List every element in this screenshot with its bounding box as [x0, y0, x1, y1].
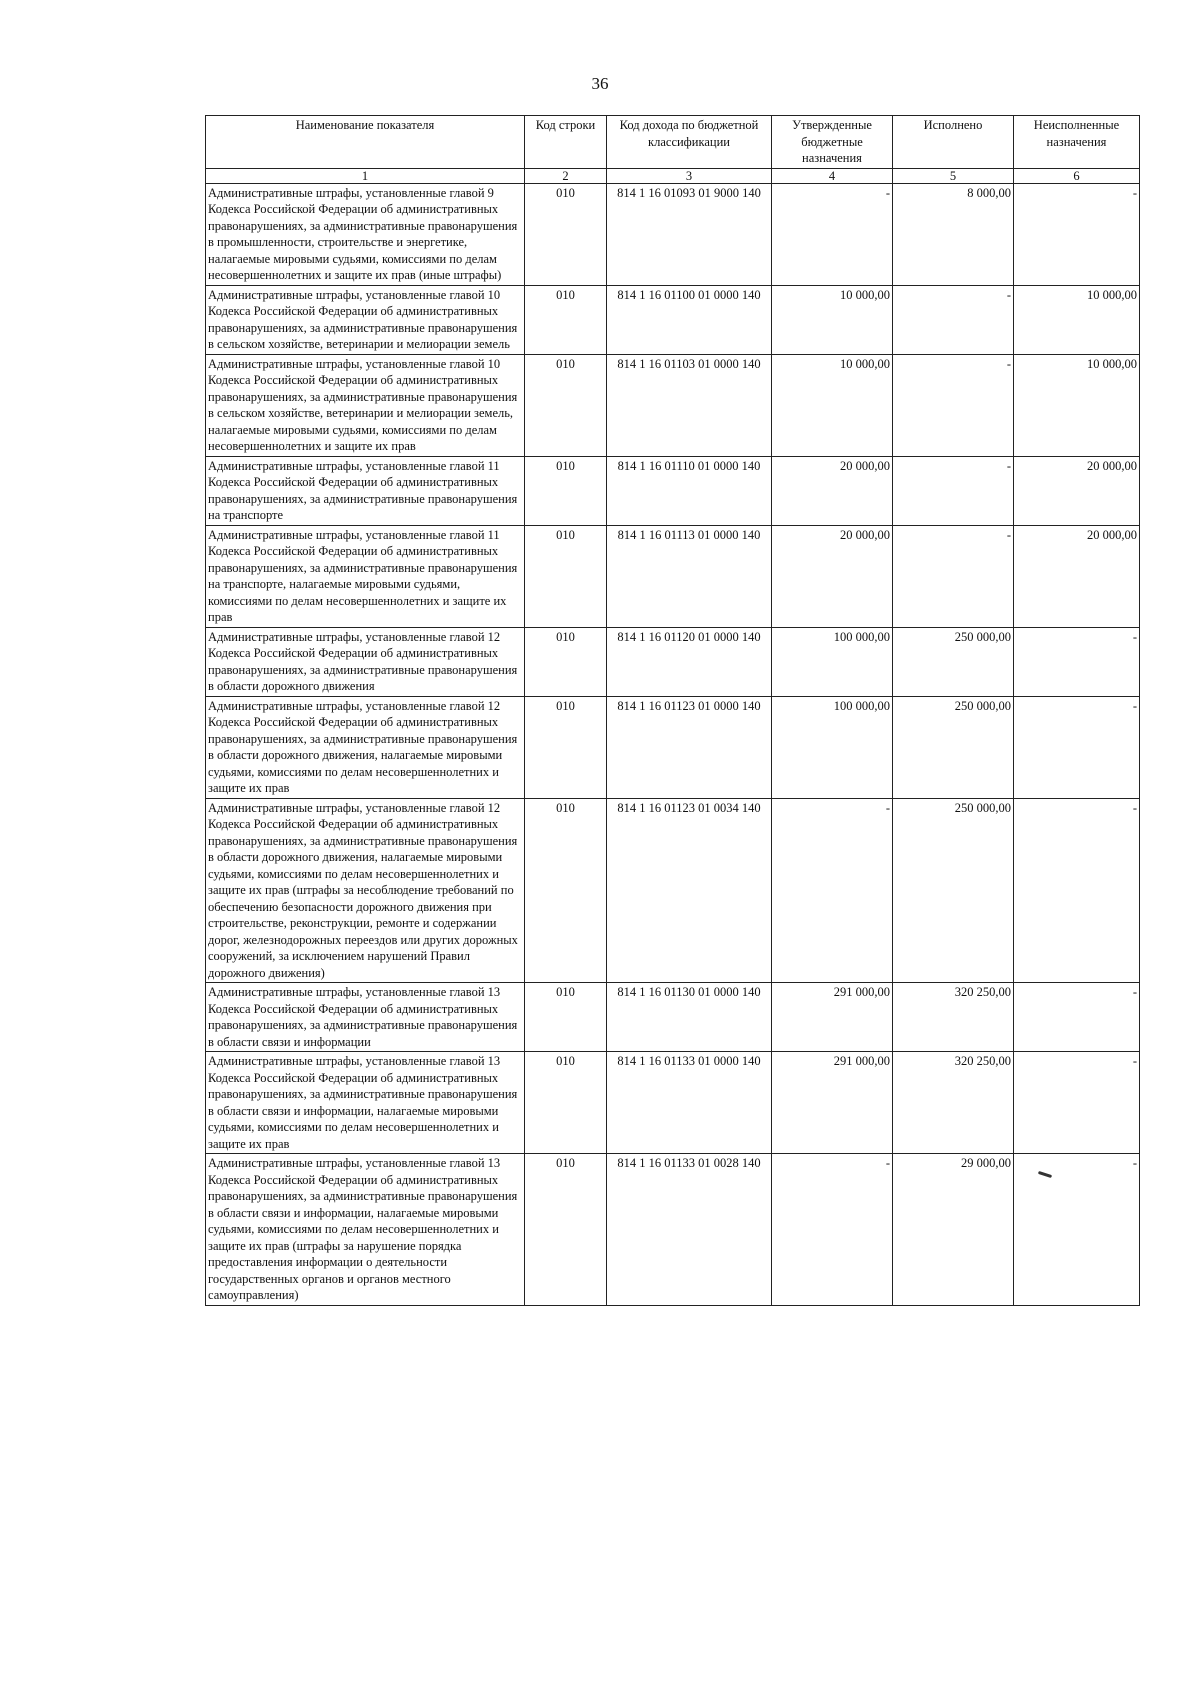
row-approved: 20 000,00	[772, 525, 893, 627]
table-row	[206, 627, 1140, 696]
column-number: 2	[525, 168, 607, 183]
row-unexecuted: 10 000,00	[1014, 285, 1140, 354]
table-row	[206, 798, 1140, 983]
row-executed: -	[893, 456, 1014, 525]
row-income-code: 814 1 16 01103 01 0000 140	[607, 354, 772, 456]
row-income-code: 814 1 16 01113 01 0000 140	[607, 525, 772, 627]
row-executed: 250 000,00	[893, 627, 1014, 696]
row-approved: 10 000,00	[772, 354, 893, 456]
header-line-code: Код строки	[525, 116, 607, 169]
row-executed: 250 000,00	[893, 798, 1014, 983]
row-income-code: 814 1 16 01123 01 0034 140	[607, 798, 772, 983]
table-row	[206, 983, 1140, 1052]
row-income-code: 814 1 16 01100 01 0000 140	[607, 285, 772, 354]
row-unexecuted: -	[1014, 696, 1140, 798]
table-row	[206, 696, 1140, 798]
row-name: Административные штрафы, установленные главой 13 Кодекса Российской Федерации об административных правонарушениях, за административные правонарушения в области связи и информации	[206, 983, 525, 1052]
row-line-code: 010	[525, 525, 607, 627]
row-line-code: 010	[525, 354, 607, 456]
row-executed: -	[893, 285, 1014, 354]
row-approved: -	[772, 1154, 893, 1306]
row-name: Административные штрафы, установленные главой 12 Кодекса Российской Федерации об административных правонарушениях, за административные правонарушения в области дорожного движения	[206, 627, 525, 696]
row-name: Административные штрафы, установленные главой 9 Кодекса Российской Федерации об административных правонарушениях, за административные правонарушения в промышленности, строительстве и энергетике, налагаемые мировыми судьями, комиссиями по делам несовершеннолетних и защите их прав (иные штрафы)	[206, 183, 525, 285]
row-unexecuted: 10 000,00	[1014, 354, 1140, 456]
row-approved: -	[772, 798, 893, 983]
table-row	[206, 285, 1140, 354]
row-line-code: 010	[525, 1052, 607, 1154]
column-number-row	[206, 168, 1140, 183]
table-row	[206, 1154, 1140, 1306]
row-income-code: 814 1 16 01120 01 0000 140	[607, 627, 772, 696]
row-unexecuted: -	[1014, 798, 1140, 983]
page-number: 36	[591, 74, 609, 93]
row-unexecuted: -	[1014, 1052, 1140, 1154]
row-executed: 320 250,00	[893, 1052, 1014, 1154]
table-row	[206, 525, 1140, 627]
row-unexecuted: -	[1014, 1154, 1140, 1306]
row-approved: 100 000,00	[772, 696, 893, 798]
row-approved: 20 000,00	[772, 456, 893, 525]
table-row	[206, 354, 1140, 456]
table-row	[206, 183, 1140, 285]
row-line-code: 010	[525, 285, 607, 354]
row-income-code: 814 1 16 01130 01 0000 140	[607, 983, 772, 1052]
row-name: Административные штрафы, установленные главой 10 Кодекса Российской Федерации об административных правонарушениях, за административные правонарушения в сельском хозяйстве, ветеринарии и мелиорации земель	[206, 285, 525, 354]
row-name: Административные штрафы, установленные главой 12 Кодекса Российской Федерации об административных правонарушениях, за административные правонарушения в области дорожного движения, налагаемые мировыми судьями, комиссиями по делам несовершеннолетних и защите их прав	[206, 696, 525, 798]
row-name: Административные штрафы, установленные главой 11 Кодекса Российской Федерации об административных правонарушениях, за административные правонарушения на транспорте	[206, 456, 525, 525]
header-executed: Исполнено	[893, 116, 1014, 169]
row-unexecuted: -	[1014, 627, 1140, 696]
table-row	[206, 1052, 1140, 1154]
row-executed: 320 250,00	[893, 983, 1014, 1052]
header-name: Наименование показателя	[206, 116, 525, 169]
row-approved: -	[772, 183, 893, 285]
row-income-code: 814 1 16 01110 01 0000 140	[607, 456, 772, 525]
row-unexecuted: -	[1014, 983, 1140, 1052]
row-executed: -	[893, 354, 1014, 456]
row-line-code: 010	[525, 983, 607, 1052]
row-name: Административные штрафы, установленные главой 12 Кодекса Российской Федерации об административных правонарушениях, за административные правонарушения в области дорожного движения, налагаемые мировыми судьями, комиссиями по делам несовершеннолетних и защите их прав (штрафы за несоблюдение требований по обеспечению безопасности дорожного движения при строительстве, реконструкции, ремонте и содержании дорог, железнодорожных переездов или других дорожных сооружений, за исключением нарушений Правил дорожного движения)	[206, 798, 525, 983]
column-number: 5	[893, 168, 1014, 183]
row-executed: -	[893, 525, 1014, 627]
column-number: 1	[206, 168, 525, 183]
row-name: Административные штрафы, установленные главой 13 Кодекса Российской Федерации об административных правонарушениях, за административные правонарушения в области связи и информации, налагаемые мировыми судьями, комиссиями по делам несовершеннолетних и защите их прав	[206, 1052, 525, 1154]
row-executed: 250 000,00	[893, 696, 1014, 798]
header-income-code: Код дохода по бюджетной классификации	[607, 116, 772, 169]
table-row	[206, 456, 1140, 525]
row-income-code: 814 1 16 01093 01 9000 140	[607, 183, 772, 285]
row-line-code: 010	[525, 627, 607, 696]
row-unexecuted: 20 000,00	[1014, 525, 1140, 627]
row-income-code: 814 1 16 01133 01 0000 140	[607, 1052, 772, 1154]
column-number: 6	[1014, 168, 1140, 183]
row-income-code: 814 1 16 01123 01 0000 140	[607, 696, 772, 798]
report-table	[205, 115, 1140, 1306]
row-line-code: 010	[525, 798, 607, 983]
row-approved: 291 000,00	[772, 983, 893, 1052]
row-line-code: 010	[525, 456, 607, 525]
row-executed: 29 000,00	[893, 1154, 1014, 1306]
header-row	[206, 116, 1140, 169]
column-number: 3	[607, 168, 772, 183]
row-approved: 10 000,00	[772, 285, 893, 354]
row-line-code: 010	[525, 183, 607, 285]
header-approved: Утвержденные бюджетные назначения	[772, 116, 893, 169]
row-name: Административные штрафы, установленные главой 10 Кодекса Российской Федерации об административных правонарушениях, за административные правонарушения в сельском хозяйстве, ветеринарии и мелиорации земель, налагаемые мировыми судьями, комиссиями по делам несовершеннолетних и защите их прав	[206, 354, 525, 456]
row-line-code: 010	[525, 1154, 607, 1306]
header-unexecuted: Неисполненные назначения	[1014, 116, 1140, 169]
row-unexecuted: -	[1014, 183, 1140, 285]
column-number: 4	[772, 168, 893, 183]
row-name: Административные штрафы, установленные главой 11 Кодекса Российской Федерации об административных правонарушениях, за административные правонарушения на транспорте, налагаемые мировыми судьями, комиссиями по делам несовершеннолетних и защите их прав	[206, 525, 525, 627]
row-income-code: 814 1 16 01133 01 0028 140	[607, 1154, 772, 1306]
row-line-code: 010	[525, 696, 607, 798]
row-approved: 100 000,00	[772, 627, 893, 696]
row-unexecuted: 20 000,00	[1014, 456, 1140, 525]
row-approved: 291 000,00	[772, 1052, 893, 1154]
row-executed: 8 000,00	[893, 183, 1014, 285]
row-name: Административные штрафы, установленные главой 13 Кодекса Российской Федерации об административных правонарушениях, за административные правонарушения в области связи и информации, налагаемые мировыми судьями, комиссиями по делам несовершеннолетних и защите их прав (штрафы за нарушение порядка предоставления информации о деятельности государственных органов и органов местного самоуправления)	[206, 1154, 525, 1306]
